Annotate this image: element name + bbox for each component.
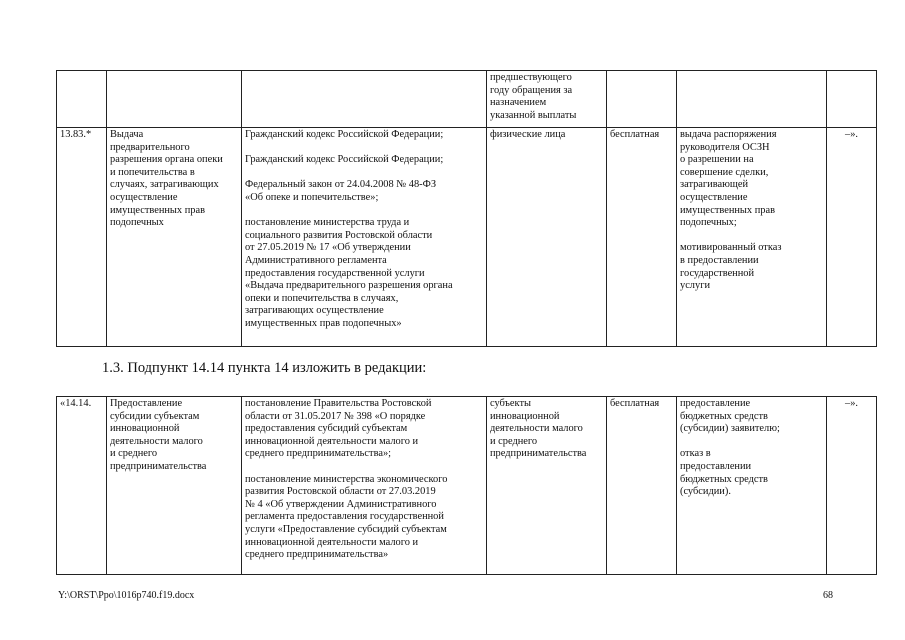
- cell-basis: [242, 71, 487, 128]
- text-line: услуги «Предоставление субсидий субъектам: [245, 523, 447, 535]
- text-line: области от 31.05.2017 № 398 «О порядке: [245, 410, 426, 422]
- text-line: среднего предпринимательства»;: [245, 448, 392, 460]
- text-line: предшествующего: [490, 72, 572, 83]
- text-line: инновационной: [110, 423, 180, 435]
- cell-result: [677, 128, 827, 347]
- cell-recipients: [487, 71, 607, 128]
- text-line: имущественных прав подопечных»: [245, 317, 402, 329]
- text-line: деятельности малого: [490, 423, 583, 435]
- text-line: субсидии субъектам: [110, 410, 200, 422]
- table-services-part1: [56, 70, 877, 347]
- text-line: мотивированный отказ: [680, 242, 782, 254]
- cell-end: –».: [827, 128, 877, 347]
- text-line: в предоставлении: [680, 254, 759, 266]
- cell-end: –».: [827, 397, 877, 575]
- text-line: осуществление: [680, 191, 748, 203]
- text-line: Выдача: [110, 129, 144, 140]
- text-line: от 27.05.2019 № 17 «Об утверждении: [245, 242, 411, 254]
- text-line: и среднего: [490, 435, 538, 447]
- text-line: «Выдача предварительного разрешения органа: [245, 280, 453, 292]
- text-line: подопечных;: [680, 217, 737, 229]
- text-line: постановление министерства труда и: [245, 217, 410, 229]
- text-line: осуществление: [110, 191, 178, 203]
- text-line: физические лица: [490, 129, 566, 140]
- text-line: предварительного: [110, 141, 190, 153]
- text-line: затрагивающей: [680, 179, 749, 191]
- cell-basis: [242, 128, 487, 347]
- cell-result: [677, 71, 827, 128]
- paragraph-gap: [245, 461, 483, 474]
- cell-payment: бесплатная: [607, 128, 677, 347]
- text-line: Предоставление: [110, 398, 183, 409]
- text-line: бюджетных средств: [680, 410, 768, 422]
- text-line: о разрешении на: [680, 154, 754, 166]
- text-line: разрешения органа опеки: [110, 154, 223, 166]
- text-line: предоставлении: [680, 460, 752, 472]
- text-line: государственной: [680, 267, 755, 279]
- text-line: предоставление: [680, 398, 751, 409]
- text-line: случаях, затрагивающих: [110, 179, 219, 191]
- text-line: имущественных прав: [110, 204, 205, 216]
- table-row-13-83: [57, 128, 877, 347]
- page-number: 68: [823, 590, 833, 601]
- text-line: предоставления субсидий субъектам: [245, 423, 408, 435]
- cell-name: [107, 128, 242, 347]
- text-line: подопечных: [110, 217, 164, 229]
- text-line: инновационной деятельности малого и: [245, 536, 419, 548]
- text-line: субъекты: [490, 398, 531, 409]
- text-line: регламента предоставления государственной: [245, 511, 444, 523]
- cell-recipients: [487, 397, 607, 575]
- cell-end: [827, 71, 877, 128]
- table-row-14-14: [57, 397, 877, 575]
- text-line: и попечительства в: [110, 166, 195, 178]
- paragraph-gap: [245, 167, 483, 180]
- text-line: предоставления государственной услуги: [245, 267, 425, 279]
- text-line: развития Ростовской области от 27.03.2019: [245, 486, 436, 498]
- text-line: постановление Правительства Ростовской: [245, 398, 432, 409]
- text-line: услуги: [680, 280, 711, 292]
- text-line: совершение сделки,: [680, 166, 769, 178]
- cell-recipients: [487, 128, 607, 347]
- text-line: выдача распоряжения: [680, 129, 777, 140]
- cell-payment: бесплатная: [607, 397, 677, 575]
- text-line: имущественных прав: [680, 204, 775, 216]
- text-line: отказ в: [680, 448, 711, 460]
- footer-file-path: Y:\ORST\Ppo\1016p740.f19.docx: [58, 590, 195, 601]
- text-line: инновационной: [490, 410, 560, 422]
- text-line: инновационной деятельности малого и: [245, 435, 419, 447]
- cell-num: [57, 71, 107, 128]
- text-line: году обращения за: [490, 84, 573, 96]
- paragraph-gap: [680, 230, 823, 243]
- cell-payment: [607, 71, 677, 128]
- text-line: Административного регламента: [245, 254, 387, 266]
- text-line: руководителя ОСЗН: [680, 141, 770, 153]
- text-line: среднего предпринимательства»: [245, 549, 389, 561]
- cell-num: «14.14.: [57, 397, 107, 575]
- text-line: предпринимательства: [110, 460, 207, 472]
- text-line: бюджетных средств: [680, 473, 768, 485]
- text-line: опеки и попечительства в случаях,: [245, 292, 399, 304]
- cell-name: [107, 397, 242, 575]
- text-line: затрагивающих осуществление: [245, 305, 384, 317]
- text-line: деятельности малого: [110, 435, 203, 447]
- cell-num: 13.83.*: [57, 128, 107, 347]
- cell-basis: [242, 397, 487, 575]
- table-row-continuation: [57, 71, 877, 128]
- text-line: «Об опеке и попечительстве»;: [245, 191, 379, 203]
- paragraph-gap: [245, 142, 483, 155]
- text-line: и среднего: [110, 448, 158, 460]
- cell-result: [677, 397, 827, 575]
- table-services-part2: [56, 396, 877, 575]
- text-line: (субсидии) заявителю;: [680, 423, 780, 435]
- section-heading: 1.3. Подпункт 14.14 пункта 14 изложить в редакции:: [102, 360, 427, 376]
- text-line: № 4 «Об утверждении Административного: [245, 498, 437, 510]
- cell-name: [107, 71, 242, 128]
- text-line: указанной выплаты: [490, 109, 577, 121]
- text-line: постановление министерства экономического: [245, 473, 448, 485]
- text-line: назначением: [490, 97, 547, 109]
- text-line: социального развития Ростовской области: [245, 229, 433, 241]
- text-line: Гражданский кодекс Российской Федерации;: [245, 154, 444, 166]
- text-line: предпринимательства: [490, 448, 587, 460]
- text-line: Гражданский кодекс Российской Федерации;: [245, 129, 444, 140]
- text-line: Федеральный закон от 24.04.2008 № 48-ФЗ: [245, 179, 437, 191]
- text-line: (субсидии).: [680, 486, 731, 498]
- paragraph-gap: [245, 205, 483, 218]
- paragraph-gap: [680, 436, 823, 449]
